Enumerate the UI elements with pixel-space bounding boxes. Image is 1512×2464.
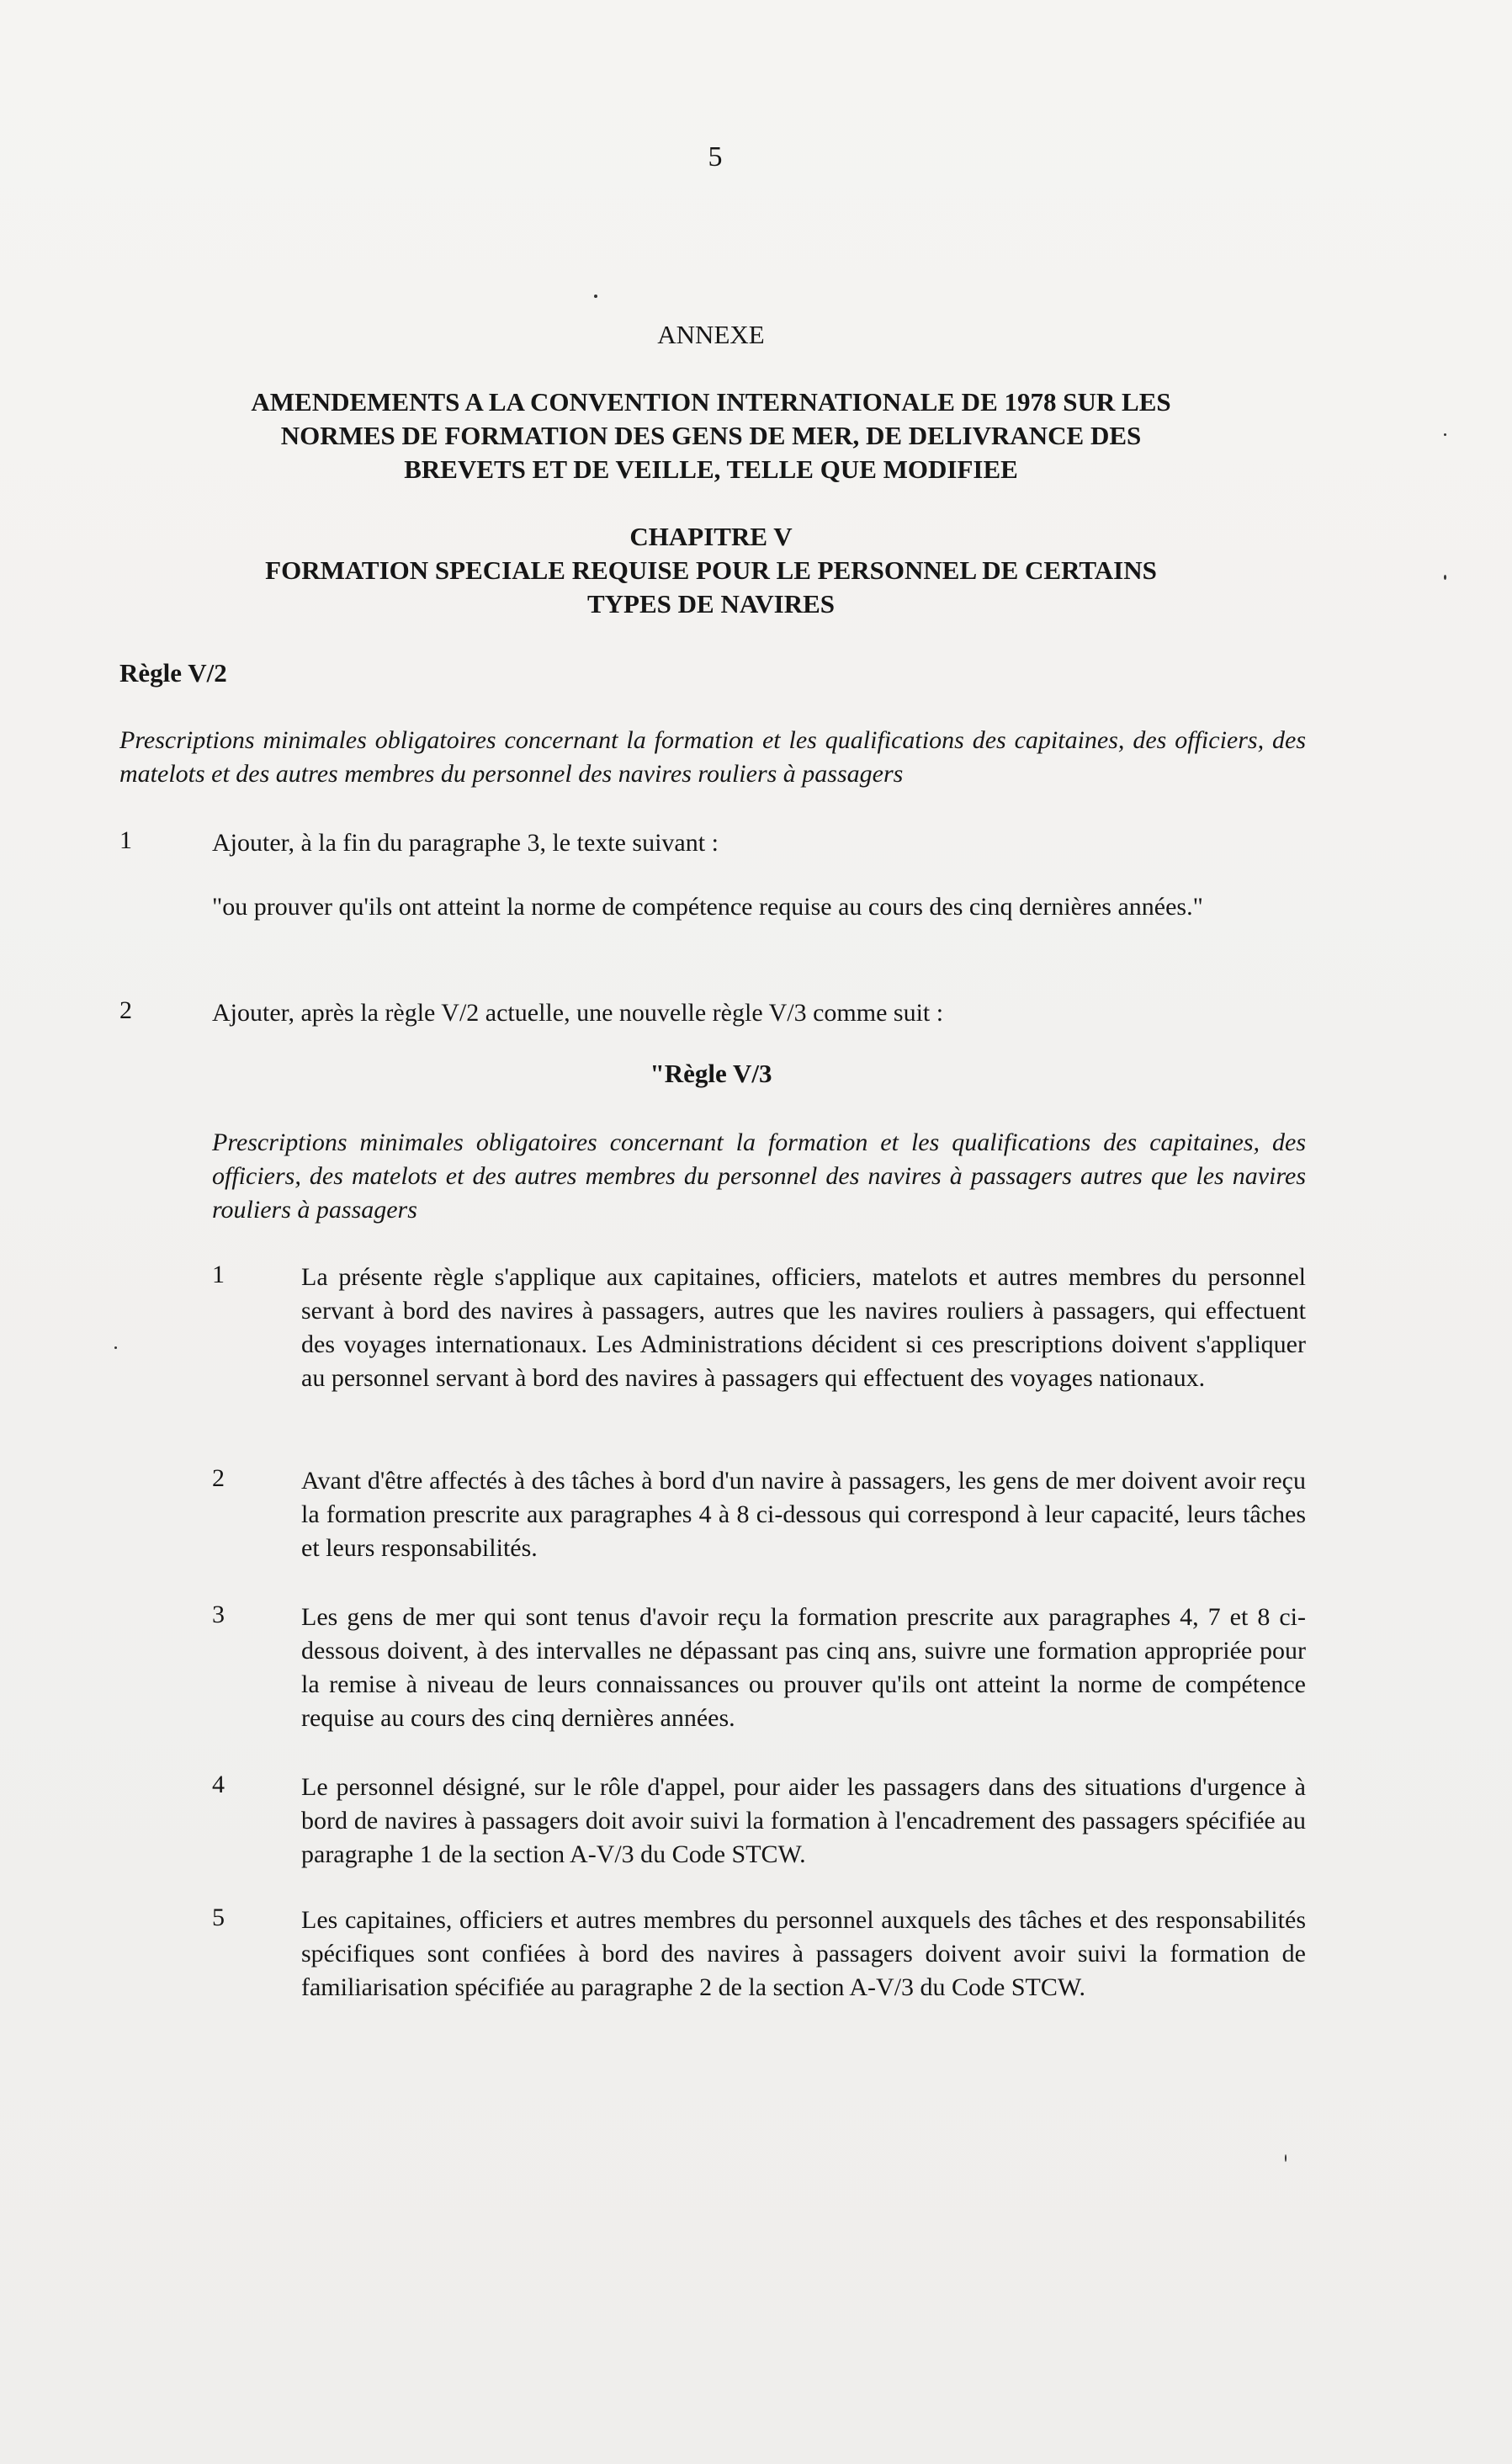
amendments-title xyxy=(118,385,1304,486)
chapter-heading: CHAPITRE V xyxy=(629,522,793,551)
scan-speck xyxy=(594,295,597,298)
rule-v2-heading: Règle V/2 xyxy=(119,658,227,688)
paragraph-number: 3 xyxy=(212,1601,225,1628)
paragraph-text: Les capitaines, officiers et autres membres du personnel auxquels des tâches et des responsabilités spécifiques sont confiées à bord des navires à passagers doivent avoir suivi la formation de familiarisation spécifiée au paragraphe 2 de la section A-V/3 du Code STCW. xyxy=(301,1906,1306,2001)
amendment-number: 1 xyxy=(119,826,132,854)
paragraph-number: 2 xyxy=(212,1464,225,1492)
paragraph-number: 1 xyxy=(212,1261,225,1288)
scan-speck xyxy=(1444,575,1446,580)
chapter-title-line: FORMATION SPECIALE REQUISE POUR LE PERSONNEL DE CERTAINS xyxy=(265,555,1157,585)
paragraph-text: La présente règle s'applique aux capitaines, officiers, matelots et autres membres du personnel servant à bord des navires à passagers, autres que les navires rouliers à passagers, qui effectuent des voyages internationaux. Les Administrations décident si ces prescriptions doivent s'appliquer au personnel servant à bord des navires à passagers qui effectuent des voyages nationaux. xyxy=(301,1263,1306,1392)
page-number: 5 xyxy=(708,141,723,173)
annex-heading: ANNEXE xyxy=(657,320,765,349)
amendments-title-line: NORMES DE FORMATION DES GENS DE MER, DE DELIVRANCE DES xyxy=(280,421,1142,450)
paragraph-text: Le personnel désigné, sur le rôle d'appel, pour aider les passagers dans des situations d'urgence à bord de navires à passagers doit avoir suivi la formation à l'encadrement des passagers spécifiée au paragraphe 1 de la section A-V/3 du Code STCW. xyxy=(301,1773,1306,1868)
scan-speck xyxy=(1444,433,1446,436)
amendment-text: Ajouter, après la règle V/2 actuelle, une nouvelle règle V/3 comme suit : xyxy=(212,999,944,1027)
rule-v2-subtitle: Prescriptions minimales obligatoires concernant la formation et les qualifications des capitaines, des officiers, des matelots et des autres membres du personnel des navires rouliers à passagers xyxy=(119,726,1306,788)
paragraph-text: Les gens de mer qui sont tenus d'avoir reçu la formation prescrite aux paragraphes 4, 7 et 8 ci-dessous doivent, à des intervalles ne dépassant pas cinq ans, suivre une formation appropriée pour la remise à niveau de leurs connaissances ou prouver qu'ils ont atteint la norme de compétence requise au cours des cinq dernières années. xyxy=(301,1603,1306,1732)
amendment-quote: "ou prouver qu'ils ont atteint la norme de compétence requise au cours des cinq dernières années." xyxy=(212,893,1203,921)
rule-v3-subtitle: Prescriptions minimales obligatoires concernant la formation et les qualifications des capitaines, des officiers, des matelots et des autres membres du personnel des navires à passagers autres que les navires rouliers à passagers xyxy=(212,1128,1306,1224)
amendments-title-line: BREVETS ET DE VEILLE, TELLE QUE MODIFIEE xyxy=(404,454,1018,484)
paragraph-text: Avant d'être affectés à des tâches à bord d'un navire à passagers, les gens de mer doivent avoir reçu la formation prescrite aux paragraphes 4 à 8 ci-dessous qui correspond à leur capacité, leurs tâches et leurs responsabilités. xyxy=(301,1467,1306,1562)
chapter-title xyxy=(118,554,1304,621)
amendment-number: 2 xyxy=(119,996,132,1024)
scan-speck xyxy=(114,1346,117,1349)
amendments-title-line: AMENDEMENTS A LA CONVENTION INTERNATIONALE DE 1978 SUR LES xyxy=(251,387,1171,417)
rule-v3-heading: "Règle V/3 xyxy=(650,1059,772,1088)
chapter-title-line: TYPES DE NAVIRES xyxy=(586,589,835,619)
paragraph-number: 5 xyxy=(212,1904,225,1931)
amendment-text: Ajouter, à la fin du paragraphe 3, le texte suivant : xyxy=(212,829,719,857)
paragraph-number: 4 xyxy=(212,1771,225,1798)
scan-speck xyxy=(1285,2154,1287,2162)
